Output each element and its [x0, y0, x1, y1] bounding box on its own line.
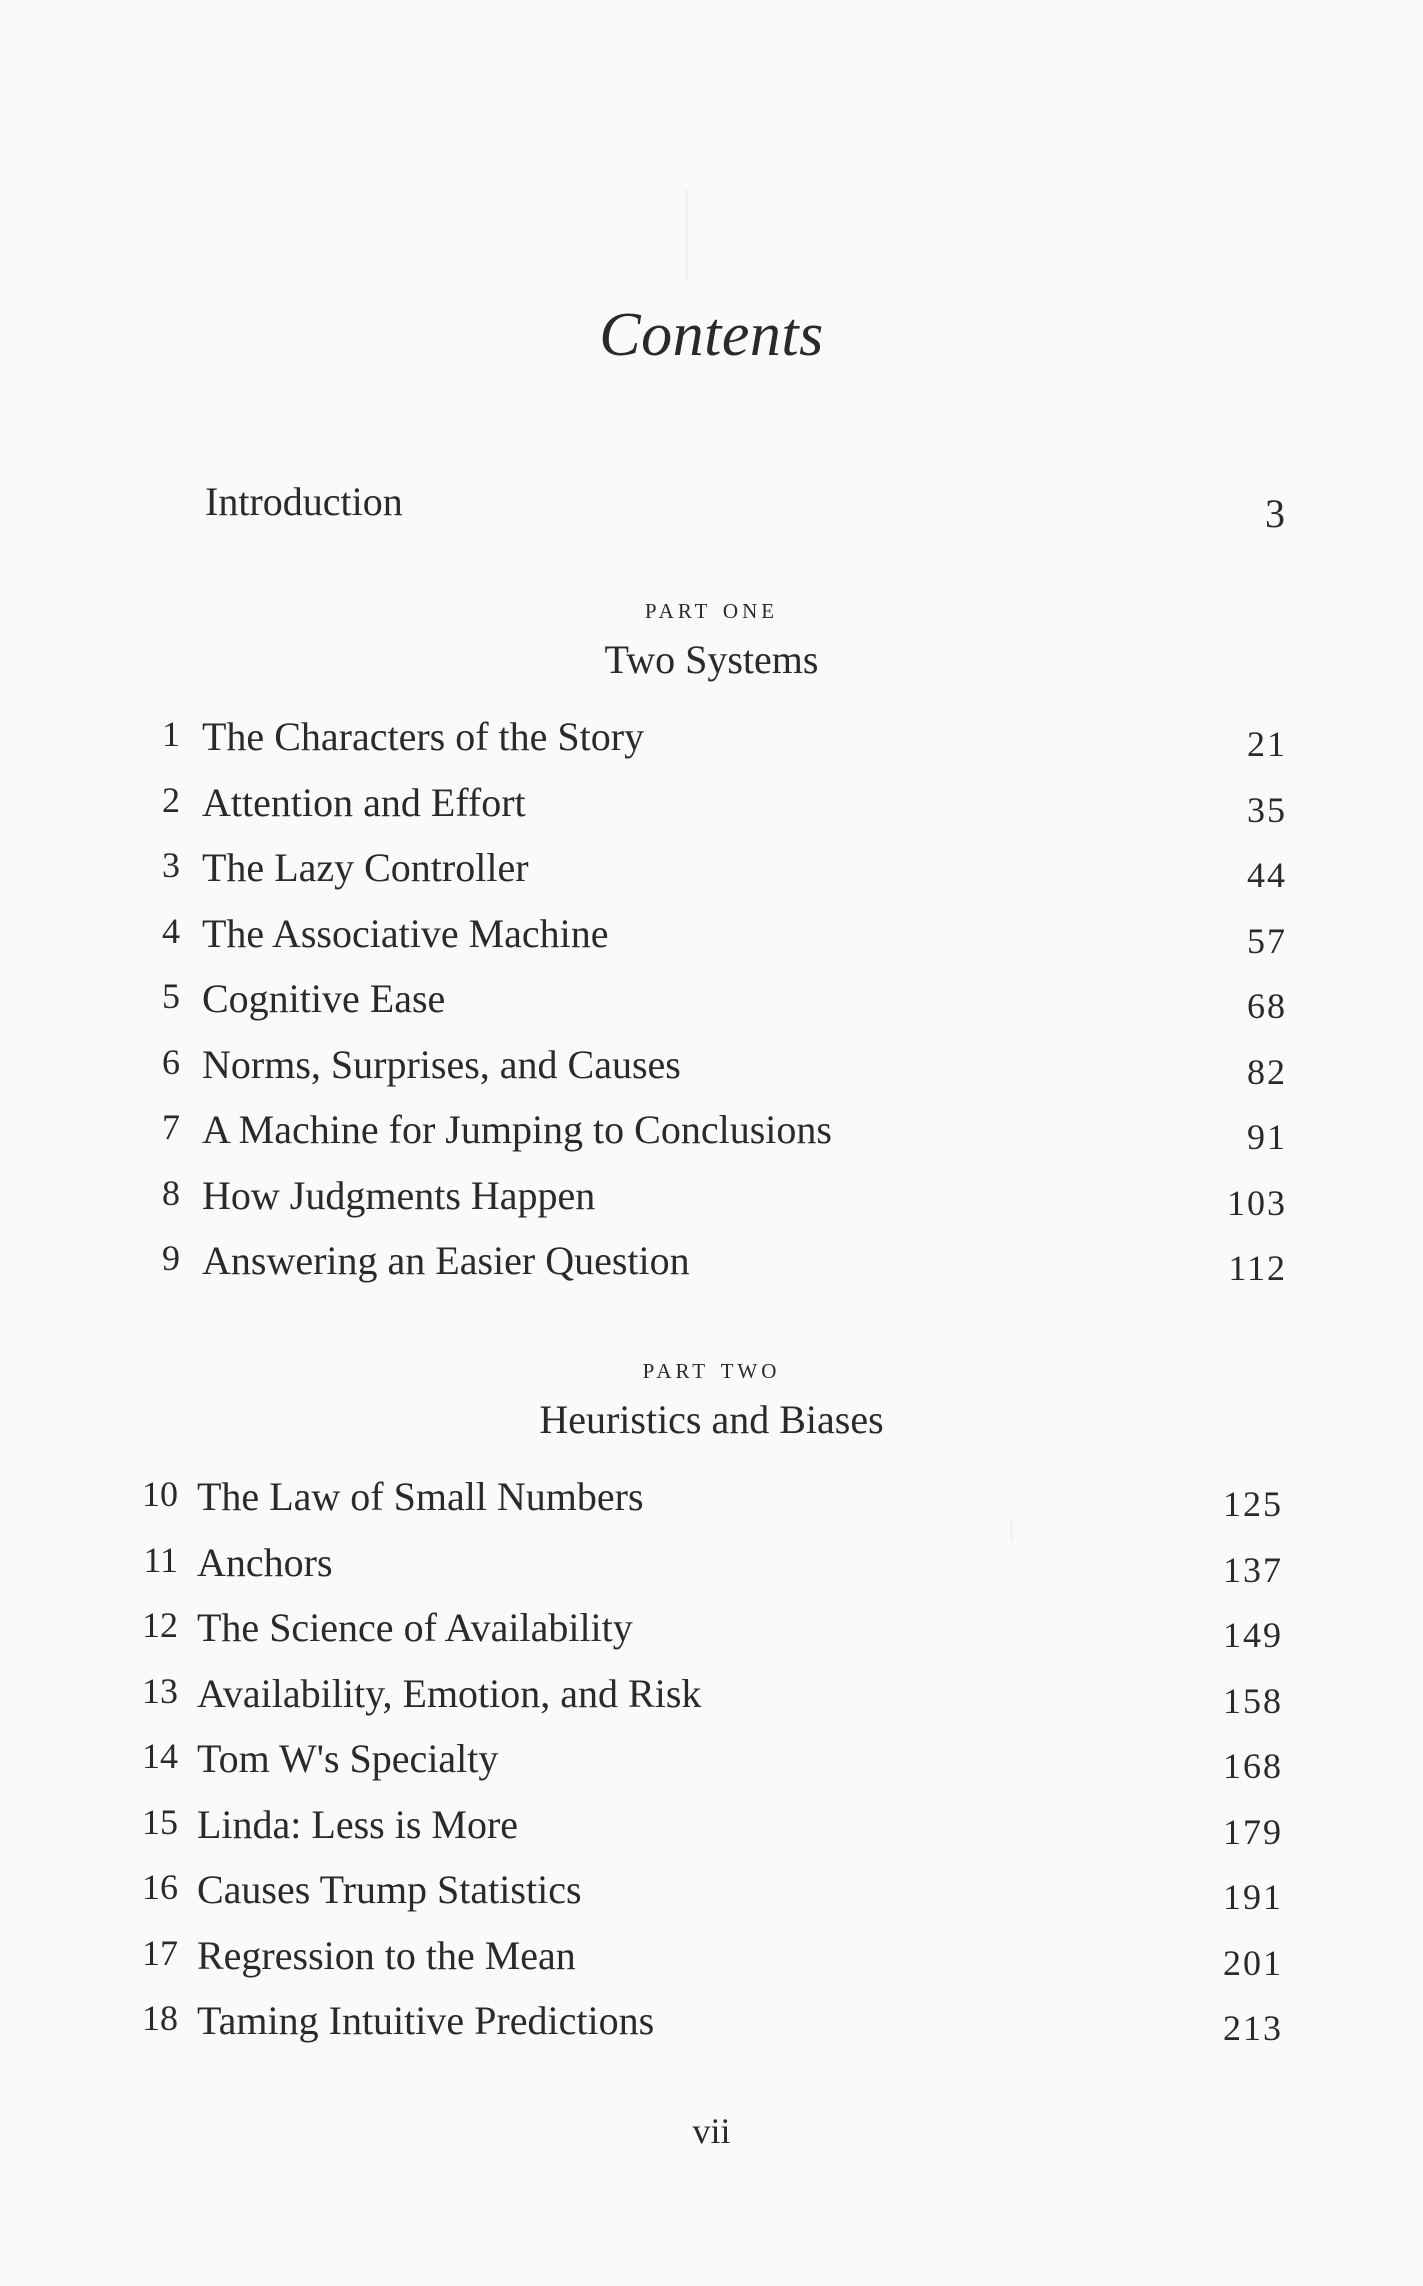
chapter-page-number: 158: [1223, 1680, 1283, 1721]
part-two-label: part two: [642, 1352, 781, 1385]
chapter-number: 3: [162, 845, 180, 885]
toc-introduction: [205, 478, 1285, 536]
chapter-number: 6: [162, 1041, 180, 1082]
chapter-number: 14: [142, 1736, 178, 1776]
chapter-title: Regression to the Mean: [197, 1932, 576, 1978]
toc-entry: [0, 1473, 1423, 1533]
toc-entry: [0, 1932, 1423, 1992]
part-one-title: Two Systems: [604, 637, 819, 682]
chapter-title: The Law of Small Numbers: [197, 1474, 644, 1519]
chapter-number: 10: [142, 1474, 178, 1514]
chapter-title: How Judgments Happen: [202, 1172, 596, 1218]
chapter-number: 11: [143, 1539, 178, 1580]
chapter-title: The Science of Availability: [197, 1605, 633, 1650]
chapter-number: 18: [142, 1998, 178, 2038]
toc-entry: [0, 779, 1423, 839]
contents-heading: Contents: [599, 301, 824, 369]
chapter-page-number: 137: [1223, 1549, 1283, 1590]
chapter-page-number: 103: [1227, 1182, 1287, 1223]
page-folio: vii: [692, 2111, 731, 2151]
paper-smudge: [685, 190, 688, 280]
chapter-number: 8: [162, 1172, 180, 1213]
chapter-title: The Associative Machine: [202, 910, 609, 956]
chapter-number: 4: [162, 910, 180, 951]
chapter-title: Availability, Emotion, and Risk: [197, 1670, 702, 1716]
toc-entry: [0, 1106, 1423, 1166]
chapter-title: Cognitive Ease: [202, 976, 446, 1021]
chapter-number: 16: [142, 1867, 178, 1907]
chapter-page-number: 201: [1223, 1942, 1283, 1983]
chapter-page-number: 91: [1247, 1117, 1287, 1157]
toc-entry: [0, 713, 1423, 773]
toc-entry: [0, 1997, 1423, 2057]
toc-entry: [0, 844, 1423, 904]
chapter-page-number: 179: [1223, 1811, 1283, 1852]
toc-entry: [0, 1735, 1423, 1795]
introduction-title: Introduction: [205, 479, 403, 524]
chapter-number: 15: [142, 1801, 178, 1842]
chapter-title: Causes Trump Statistics: [197, 1867, 582, 1912]
chapter-number: 2: [162, 779, 180, 820]
chapter-title: The Lazy Controller: [202, 845, 529, 890]
chapter-page-number: 68: [1247, 986, 1287, 1026]
chapter-number: 7: [162, 1107, 180, 1147]
toc-entry: [0, 1172, 1423, 1232]
part-one-label: part one: [644, 592, 779, 625]
chapter-title: A Machine for Jumping to Conclusions: [202, 1107, 832, 1152]
chapter-title: Attention and Effort: [202, 779, 526, 825]
chapter-page-number: 35: [1247, 789, 1287, 830]
toc-entry: [0, 1539, 1423, 1599]
toc-entry: [0, 975, 1423, 1035]
chapter-page-number: 125: [1223, 1484, 1283, 1524]
chapter-number: 1: [162, 714, 180, 754]
toc-entry: [0, 1866, 1423, 1926]
chapter-number: 9: [162, 1238, 180, 1278]
chapter-title: Taming Intuitive Predictions: [197, 1998, 655, 2043]
chapter-page-number: 44: [1247, 855, 1287, 895]
chapter-number: 17: [142, 1932, 178, 1973]
chapter-title: Tom W's Specialty: [197, 1736, 499, 1781]
toc-entry: [0, 910, 1423, 970]
chapter-title: Anchors: [197, 1539, 333, 1585]
chapter-page-number: 191: [1223, 1877, 1283, 1917]
part-two-title: Heuristics and Biases: [539, 1397, 884, 1442]
chapter-page-number: 21: [1247, 724, 1287, 764]
chapter-page-number: 213: [1223, 2008, 1283, 2048]
chapter-number: 13: [142, 1670, 178, 1711]
toc-entry: [0, 1801, 1423, 1861]
chapter-number: 5: [162, 976, 180, 1016]
chapter-title: Norms, Surprises, and Causes: [202, 1041, 681, 1087]
introduction-page: 3: [1265, 491, 1285, 536]
toc-entry: [0, 1670, 1423, 1730]
toc-entry: [0, 1041, 1423, 1101]
toc-entry: [0, 1237, 1423, 1297]
chapter-page-number: 82: [1247, 1051, 1287, 1092]
toc-entry: [0, 1604, 1423, 1664]
chapter-page-number: 168: [1223, 1746, 1283, 1786]
chapter-title: Answering an Easier Question: [202, 1238, 690, 1283]
chapter-page-number: 112: [1228, 1248, 1287, 1288]
chapter-page-number: 57: [1247, 920, 1287, 961]
chapter-title: The Characters of the Story: [202, 714, 645, 759]
chapter-title: Linda: Less is More: [197, 1801, 519, 1847]
chapter-number: 12: [142, 1605, 178, 1645]
chapter-page-number: 149: [1223, 1615, 1283, 1655]
